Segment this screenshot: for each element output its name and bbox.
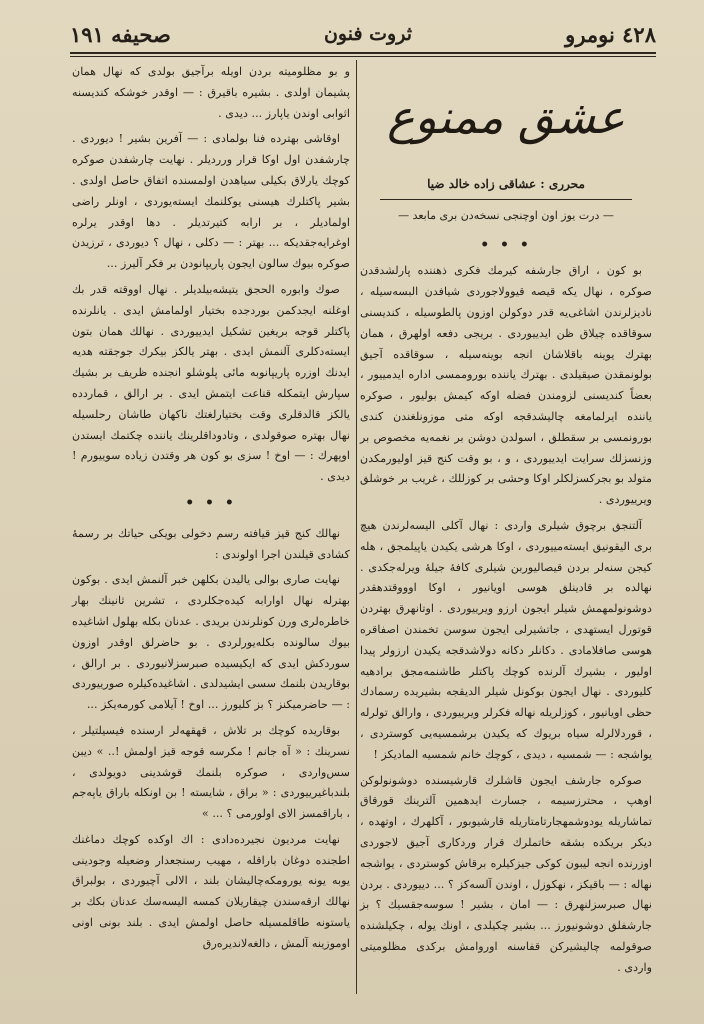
issue-number: ٤٢٨ نومرو — [565, 21, 656, 47]
page-header — [70, 16, 656, 54]
paragraph: صوك وابوره الحجق یتیشه‌بیلدیلر . نهال اووقته قدر بك اوغلنه ایجدکمن بوردجده بختیار اولمامش ایدی . یانلرنده پاکتلر قوجه بریغین تشکیل ایدییوردی . نهالك همان بتون ایسته‌دکلری آلنمش ایدی . بهتر یالکز بیکرك جوجقته هدیه ایدنك اوزره پاریپانوبه مائی پلوشلو انجنده ظریف بر بشیك سپارش ایتمکله قناعت ایتمش ایدی . بر ارالق ، قماردده یالکز قالدقلری وقت بختیارلغتك ناکهان طاشان رحلسیله نهال بهتره صوقولدی ، وتادوداقلرینك یاننده چکتمك ایستدن اوپهرك : — اوخ ! سزی بو کون هر وقتدن زیاده سوییورم ! دیدی . — [72, 282, 350, 484]
paragraph: و بو مظلومیته بردن اویله برآجیق بولدی که نهال همان پشیمان اولدی . بشیره باقیرق : — اوقدر خوشکه کندیسنه اثوابی اوندن یاپارز ... دیدی . — [72, 65, 350, 120]
paragraph: اوقاشی بهترده فنا بولمادی : — آفرین بشیر ! دیوردی . چارشفدن اول اوکا قرار ورردیلر . نهایت چارشفدن صوکره کوچك یارلاق بکیلی سیاهدن اولمسنده اتفاق حاصل اولدی . بشیر پاکتلرك هیسنی یوکلنمك ایسته‌یوردی ، اونلر راضی اولمادیلر ، بر ارابه کتیرتدیلر . دها اوقدر یرلره اوغرایه‌جقدیکه ... بهتر : — دکلی ، نهال ؟ دیوردی ، ترزیدن صوکره بیوك سالون ایجون پاریپانودن بر فکر آلیرز ... — [72, 132, 350, 271]
story-title: عشق ممنوع — [387, 89, 625, 144]
publication-name: ثروت فنون — [323, 23, 412, 45]
column-divider — [356, 60, 357, 994]
page-number: صحيفه ١٩١ — [70, 21, 171, 47]
paragraph: بوقاریده کوچك بر تلاش ، قهقهه‌لر ارسنده فیسیلتیلر ، نسرینك : « آه جانم ! مکرسه قوجه قیز اولمش !.. » دیبن سس‌واردی ، صوکره بلنمك قوشدینی دویولدی ، بلندباغیرییوردی : « براق ، شایسته ! بن اونکله باراق یاپه‌جم ، باراقمسز الای اولورمی ؟ ... » — [72, 723, 350, 821]
paragraph: آلتنجق برچوق شیلری واردی : نهال آکلی الیسه‌لرندن هیچ بری الیقونیق ایسته‌مییوردی ، اوکا هرشی یکیدن یاپیلمجق ، هله کیجن سنه‌لر بردن قیصالیوربن شیلری کافهٔ جیلهٔ ویرله‌جکدی . نهالده بر قادینلق هوسی اویانیور ، اوکا اوووقتدهقدر دوشونولمهمش شیلر ایجون ارزو ویرییوردی . اوتانهرق بهتردن قوتورل ایستهدی ، جاتشیرلی ایجون سوسن تخمندن اصفاقره هوسی صافلامادی . دکانلر دکانه دولاشدقجه یکیدن ارزولر پیدا اولیور ، بشیرك آلرنده کوچك پاکتلر طاشنمه‌مجق برادهیه کلیوردی . نهال ایجون بوکونل شیلر الدیقجه بشیریده رسمادك حظی اویانیور ، کوزلریله نهاله فکرلر ویرییوردی ، وارالق تولرله ، قوردلالرله سیاه بریوك که یکیدن برشمسیه‌یی کوستردی ، یواشجه : — شمسیه ، دیدی ، کوچك خانم شمسیه المادیکز ! — [360, 518, 652, 761]
paragraph: نهایت مردیون نجیرده‌دادی : اك اوکده کوچك دماغنك اطجنده دوغان باراقله ، مهیب رسنجعدار وضعیله وجودینی یوبه یونه یورومکه‌چالیشان بلند ، الالی آچیوردی ، بولبراق نهالك ارقه‌سندن چیقاریلان کمسه الیسه‌سك عدنان بکك بر یاستونه طاقلمسیله حاصل اولمش ایدی . بلند بونی اونی اوموزینه آلمش ، دالغه‌لاندیره‌رق — [72, 832, 350, 950]
title-rule — [380, 199, 632, 200]
left-column — [72, 62, 350, 960]
section-stars: • • • — [185, 494, 237, 511]
story-author: محرری : عشاقی زاده خالد ضیا — [427, 177, 585, 191]
paragraph: صوکره جارشف ایجون قاشلرك قارشیسنده دوشونولوکن اوهپ ، محترزسیمه ، جسارت ایدهمین آلترینك قورقاق تماشاریله یودوشمهجارتامتاریله قارشیوبور ، آکلهرك ، اوتهده ، دیکر بریکده بشقه خاتملرك قرار وردکاری آجیق لاجوردی اوزرنده انجه لیبون کوکی جیزکیلره برقاش کوستردی ، یواشجه نهاله : — باقیکز ، نهکوزل ، اوندن آلسه‌کز ؟ ... دییوردی . بردن نهال صبرسزلنهرق : — امان ، بشیر ! سوسه‌جقسیك ؟ بز جارشفلق دوشونیورز ... بشیر چکیلدی ، اونك یوله ، چکیلشنده صوقولمه چالیشیرکن قفاسنه اوروامش برکدی مظلومیتی واردی . — [360, 773, 652, 974]
story-epigraph: — درت یوز اون اوچنجی نسخه‌دن بری مابعد — — [398, 208, 614, 222]
paragraph: بو کون ، اراق جارشفه کیرمك فکری ذهننده پارلشدقدن صوکره ، نهال یکه قیصه قیوولاجوردی شیافدن البسه‌سیله ، نادیزلرندن اشاغی‌یه قدر دوکولن اوزون پالطوسیله ، کندیسنی سوقاقده چیلاق ظن ایدییوردی . بریجی دفعه اولهرق ، همان بهترك یوینه باقلاشان انجه بوینه‌سیله ، سوقاقده آجیق بولونمقدن صیقیلدی . بهترك یاننده بوروممسی اداره ایدمییور ، بعضاً کندیسنی لزومندن فضله اوکه کیمش بولیور ، صوکره یاننده ایرلمامغه چالیشدقجه اوکه متی موزونلغندن کندی بورونمسی بر سقطلق ، اسولدن دوشن بر نغمه‌یه مخصوص بر وزنسزلك سرایت ایدییوردی ، و ، بو وقت کنج قیز اولیورمکدن متولد بو بجرکسزلکلر اوکا وحشی بر کوزللك ، غریب بر خوشلق ویرییوردی . — [360, 264, 652, 507]
title-box — [360, 62, 652, 172]
header-rule — [70, 56, 656, 57]
right-column — [360, 62, 652, 983]
paragraph: نهالك کنج قیز قیافته رسم دخولی بویکی حیاتك بر رسمهٔ کشادی قیلندن اجرا اولوندی : — [72, 526, 350, 561]
section-stars: • • • — [480, 236, 532, 253]
paragraph: نهایت صاری بوالی یالیدن بکلهن خبر آلنمش ایدی . بوکون بهترله نهال اوارابه کیده‌جکلردی ، تشرین ثانینك بهار خاطره‌لری ورن کونلرندن بریدی . عدنان بکله بهلول اشاغیده بیوك سالونده بکله‌یورلردی . بو حاضرلق اوقدر اوزون سوردکش ایدی که ایکیسیده صبرسزلانیوردی . بر ارالق ، بوقاریدن بلنمك سسی ایشیدلدی . اشاغیده‌کیلره صورییوردی : — حاضرمیکنز ؟ بز کلیورز ... اوخ ! آیلامی کورمه‌یکز ... — [72, 573, 350, 712]
